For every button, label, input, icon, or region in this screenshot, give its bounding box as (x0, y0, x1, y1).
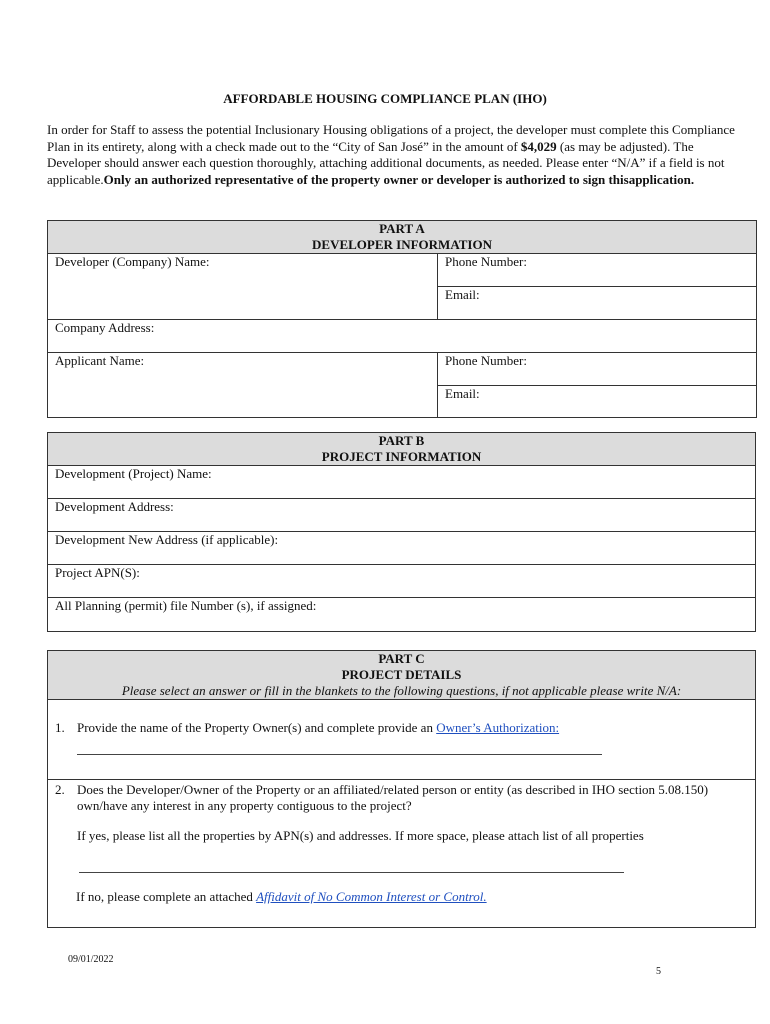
applicant-name-label: Applicant Name: (55, 353, 145, 368)
question-2-number: 2. (55, 782, 65, 797)
part-a-title: DEVELOPER INFORMATION (312, 237, 492, 252)
owners-authorization-link[interactable]: Owner’s Authorization: (436, 720, 560, 735)
question-2-text: Does the Developer/Owner of the Property or an affiliated/related person or entity (as described in IHO section 5.08.150) own/have any interest in any property contiguous to the project? (77, 782, 709, 813)
development-address-field[interactable] (48, 499, 756, 532)
applicant-phone-label: Phone Number: (445, 353, 527, 368)
document-title: AFFORDABLE HOUSING COMPLIANCE PLAN (IHO) (223, 91, 547, 106)
part-c-table (47, 650, 756, 928)
new-address-field[interactable] (48, 532, 756, 565)
part-c-label: PART C (378, 651, 425, 666)
new-address-label: Development New Address (if applicable): (55, 532, 279, 547)
part-b-label: PART B (378, 433, 425, 448)
question-1-answer-line[interactable] (77, 754, 602, 755)
question-2-answer-line[interactable] (79, 872, 624, 873)
developer-name-field[interactable] (48, 254, 438, 320)
footer-date: 09/01/2022 (68, 954, 114, 965)
part-a-label: PART A (379, 221, 425, 236)
applicant-email-field[interactable] (438, 386, 757, 418)
developer-name-label: Developer (Company) Name: (55, 254, 210, 269)
question-2 (48, 780, 756, 928)
part-c-title: PROJECT DETAILS (341, 667, 462, 682)
intro-text-2: (as may be adjusted). The Developer should answer each question thoroughly, attaching additional documents, as needed. Please enter “N/A” if a field is not applicable. (47, 138, 725, 187)
project-name-field[interactable] (48, 466, 756, 499)
apn-label: Project APN(S): (55, 565, 140, 580)
question-1-text: Provide the name of the Property Owner(s) and complete provide an (77, 720, 437, 735)
applicant-email-label: Email: (445, 386, 480, 401)
question-1 (48, 700, 756, 780)
intro-text: In order for Staff to assess the potential Inclusionary Housing obligations of a project, the developer must complete this Compliance Plan in its entirety, along with a check made out to the “City of San José” in the amount of (47, 122, 735, 154)
developer-email-field[interactable] (438, 287, 757, 320)
question-1-number: 1. (55, 720, 65, 735)
development-address-label: Development Address: (55, 499, 174, 514)
apn-field[interactable] (48, 565, 756, 598)
intro-paragraph (47, 122, 747, 188)
affidavit-link[interactable]: Affidavit of No Common Interest or Control. (256, 889, 487, 904)
company-address-field[interactable] (48, 320, 757, 353)
applicant-phone-field[interactable] (438, 353, 757, 386)
part-b-header (48, 433, 756, 466)
developer-phone-field[interactable] (438, 254, 757, 287)
page-number: 5 (656, 966, 661, 977)
question-2-no (55, 889, 748, 905)
part-a-table (47, 220, 757, 418)
part-c-instruction: Please select an answer or fill in the blankets to the following questions, if not applicable please write N/A: (121, 683, 682, 698)
developer-phone-label: Phone Number: (445, 254, 527, 269)
fee-amount: $4,029 (520, 138, 557, 154)
question-2-no-text: If no, please complete an attached (76, 889, 257, 904)
company-address-label: Company Address: (55, 320, 155, 335)
developer-email-label: Email: (445, 287, 480, 302)
part-c-header (48, 651, 756, 700)
project-name-label: Development (Project) Name: (55, 466, 212, 481)
permit-number-field[interactable] (48, 598, 756, 632)
applicant-name-field[interactable] (48, 353, 438, 418)
part-b-title: PROJECT INFORMATION (321, 449, 482, 464)
permit-number-label: All Planning (permit) file Number (s), if assigned: (55, 598, 317, 613)
question-2-yes-text: If yes, please list all the properties by APN(s) and addresses. If more space, please attach list of all properties (77, 828, 644, 843)
part-b-table (47, 432, 756, 632)
part-a-header (48, 221, 757, 254)
authorization-notice: Only an authorized representative of the property owner or developer is authorized to sign thisapplication. (103, 171, 695, 187)
